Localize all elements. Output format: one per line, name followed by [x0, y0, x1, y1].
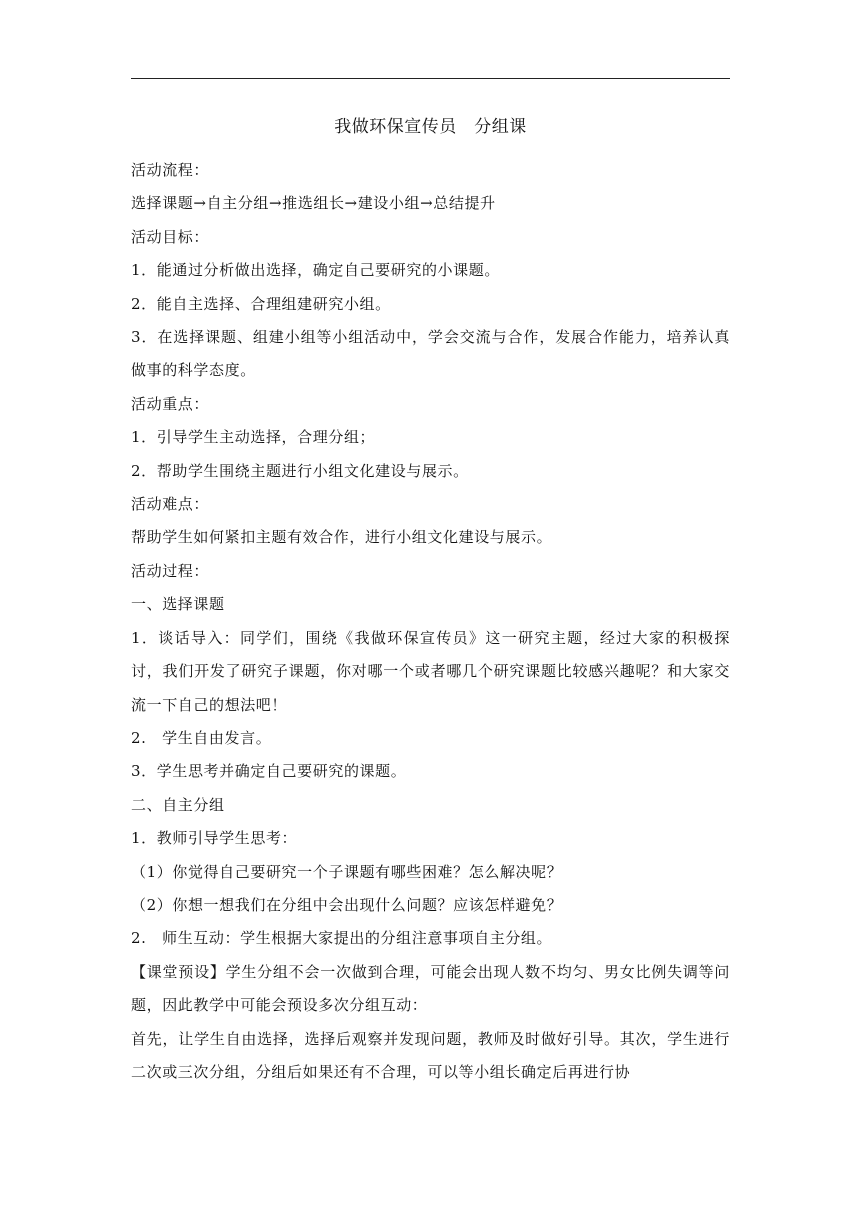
paragraph: 2．能自主选择、合理组建研究小组。: [131, 294, 391, 313]
paragraph: 选择课题→自主分组→推选组长→建设小组→总结提升: [131, 194, 496, 213]
paragraph: 活动过程：: [131, 561, 210, 580]
paragraph: 1．教师引导学生思考：: [131, 829, 298, 848]
paragraph: 二、自主分组: [131, 795, 225, 814]
paragraph: 1．引导学生主动选择，合理分组；: [131, 428, 376, 447]
paragraph: 一、选择课题: [131, 595, 225, 614]
paragraph: 活动重点：: [131, 394, 210, 413]
paragraph: 1．谈话导入：同学们，围绕《我做环保宣传员》这一研究主题，经过大家的积极探讨，我们开发了研究子课题，你对哪一个或者哪几个研究课题比较感兴趣呢？和大家交流一下自己的想法吧！: [131, 628, 730, 714]
paragraph: 活动目标：: [131, 227, 210, 246]
paragraph: 活动难点：: [131, 495, 210, 514]
paragraph: 2. 学生自由发言。: [131, 728, 272, 747]
paragraph: 3．在选择课题、组建小组等小组活动中，学会交流与合作，发展合作能力，培养认真做事的科学态度。: [131, 328, 730, 380]
paragraph: 2. 师生互动：学生根据大家提出的分组注意事项自主分组。: [131, 929, 553, 948]
header-rule: [131, 78, 730, 79]
paragraph: 帮助学生如何紧扣主题有效合作，进行小组文化建设与展示。: [131, 528, 553, 547]
paragraph: 1．能通过分析做出选择，确定自己要研究的小课题。: [131, 261, 500, 280]
paragraph: 2．帮助学生围绕主题进行小组文化建设与展示。: [131, 461, 469, 480]
document-body: [131, 154, 730, 1089]
document-page: [131, 0, 730, 1216]
paragraph: （1）你觉得自己要研究一个子课题有哪些困难？怎么解决呢？: [131, 862, 563, 881]
paragraph: 3．学生思考并确定自己要研究的课题。: [131, 762, 407, 781]
paragraph: 活动流程：: [131, 161, 210, 179]
paragraph: 【课堂预设】学生分组不会一次做到合理，可能会出现人数不均匀、男女比例失调等问题，因此教学中可能会预设多次分组互动：: [131, 962, 730, 1015]
paragraph: 首先，让学生自由选择，选择后观察并发现问题，教师及时做好引导。其次，学生进行二次或三次分组，分组后如果还有不合理，可以等小组长确定后再进行协: [131, 1029, 730, 1081]
document-title: 我做环保宣传员 分组课: [334, 117, 527, 137]
paragraph: （2）你想一想我们在分组中会出现什么问题？应该怎样避免？: [131, 895, 563, 914]
